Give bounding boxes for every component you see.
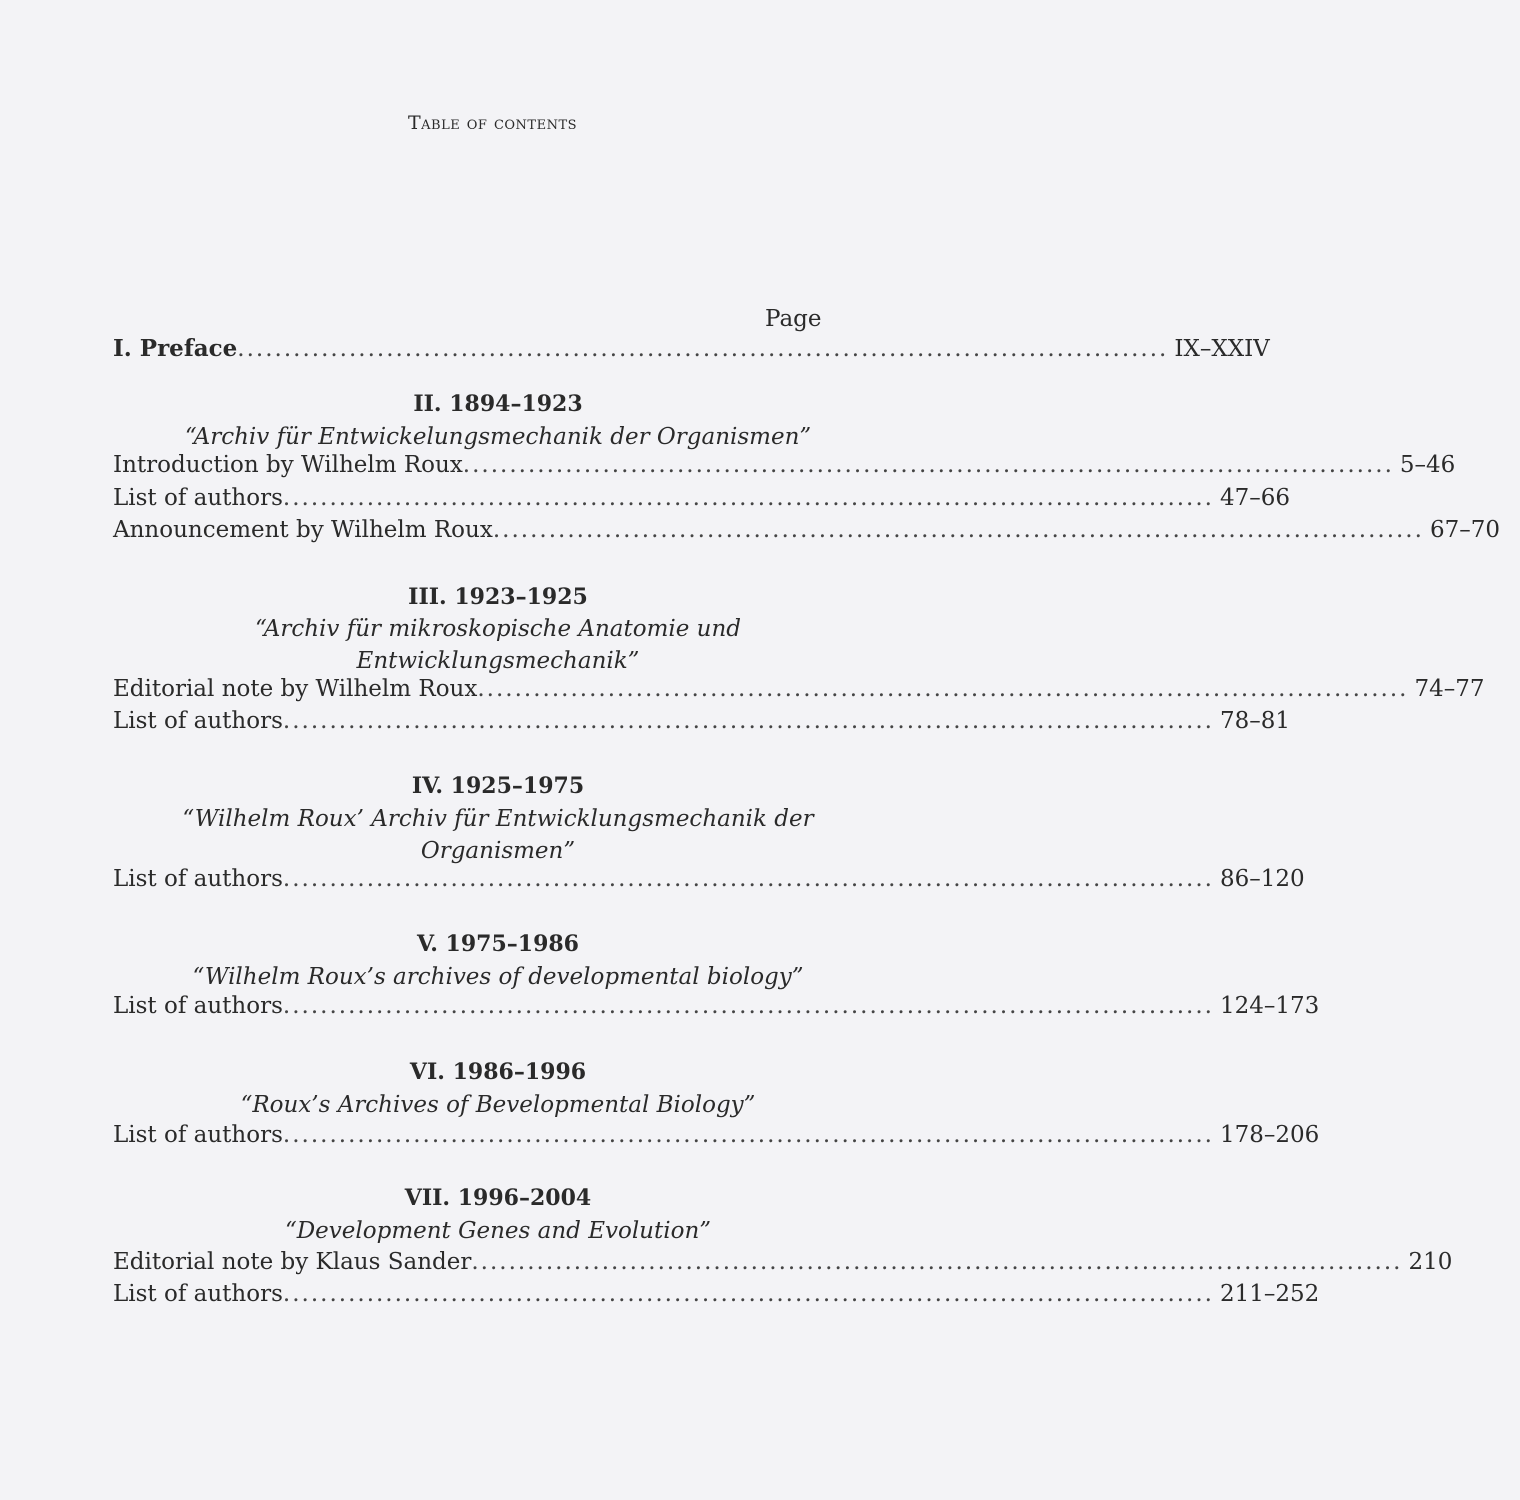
leader-dots: .................................................................................................... — [477, 676, 1409, 702]
entry-label: List of authors — [113, 485, 283, 511]
entry-pages: 210 — [1408, 1249, 1453, 1275]
entry-pages: 78–81 — [1220, 708, 1291, 734]
section-heading: V. 1975–1986 — [416, 931, 579, 957]
toc-entry[interactable] — [113, 708, 1291, 742]
toc-entry[interactable] — [113, 452, 1456, 486]
toc-entry[interactable] — [113, 1281, 1320, 1315]
entry-pages: 5–46 — [1399, 452, 1456, 478]
page-title: Table of contents — [407, 112, 578, 134]
leader-dots: .................................................................................................... — [282, 1281, 1214, 1307]
section-heading: VII. 1996–2004 — [404, 1185, 592, 1211]
section-subtitle: “Archiv für Entwickelungsmechanik der Organismen” — [184, 424, 812, 450]
entry-pages: 74–77 — [1414, 676, 1485, 702]
leader-dots: .................................................................................................... — [282, 993, 1214, 1019]
entry-label: List of authors — [113, 993, 283, 1019]
section-subtitle: “Wilhelm Roux’s archives of developmental biology” — [192, 964, 804, 990]
leader-dots: .................................................................................................... — [282, 708, 1214, 734]
entry-label: I. Preface — [113, 335, 238, 362]
entry-label: Announcement by Wilhelm Roux — [113, 517, 493, 543]
section-heading: VI. 1986–1996 — [409, 1059, 587, 1085]
section-heading: II. 1894–1923 — [413, 391, 583, 417]
leader-dots: .................................................................................................... — [282, 1122, 1214, 1148]
leader-dots: .................................................................................................... — [492, 517, 1424, 543]
leader-dots: .................................................................................................... — [282, 485, 1214, 511]
section-subtitle: “Archiv für mikroskopische Anatomie und Entwicklungsmechanik” — [254, 616, 742, 674]
leader-dots: .................................................................................................... — [471, 1249, 1403, 1275]
entry-label: Editorial note by Klaus Sander — [113, 1249, 472, 1275]
entry-label: List of authors — [113, 1281, 283, 1307]
section-heading: IV. 1925–1975 — [411, 773, 585, 799]
section-subtitle: “Development Genes and Evolution” — [284, 1218, 712, 1244]
section-heading: III. 1923–1925 — [408, 584, 588, 610]
page-column-label: Page — [765, 306, 822, 332]
section-subtitle: “Roux’s Archives of Bevelopmental Biology” — [240, 1092, 756, 1118]
entry-pages: 47–66 — [1220, 485, 1291, 511]
entry-label: List of authors — [113, 1122, 283, 1148]
entry-pages: 86–120 — [1220, 866, 1305, 892]
toc-entry[interactable] — [113, 993, 1320, 1027]
entry-pages: 178–206 — [1220, 1122, 1320, 1148]
entry-pages: 211–252 — [1220, 1281, 1320, 1307]
entry-label: Introduction by Wilhelm Roux — [113, 452, 463, 478]
toc-entry[interactable] — [113, 866, 1305, 900]
toc-entry[interactable] — [113, 676, 1485, 710]
toc-entry-preface[interactable] — [113, 335, 1270, 369]
entry-pages: IX–XXIV — [1174, 336, 1270, 362]
entry-label: List of authors — [113, 866, 283, 892]
entry-pages: 67–70 — [1429, 517, 1500, 543]
entry-label: Editorial note by Wilhelm Roux — [113, 676, 478, 702]
leader-dots: .................................................................................................... — [282, 866, 1214, 892]
toc-entry[interactable] — [113, 517, 1500, 551]
entry-pages: 124–173 — [1220, 993, 1320, 1019]
toc-entry[interactable] — [113, 1122, 1320, 1156]
leader-dots: .................................................................................................... — [462, 452, 1394, 478]
toc-entry[interactable] — [113, 485, 1291, 519]
entry-label: List of authors — [113, 708, 283, 734]
leader-dots: .................................................................................................... — [237, 336, 1169, 362]
section-subtitle: “Wilhelm Roux’ Archiv für Entwicklungsmechanik der Organismen” — [182, 806, 814, 864]
toc-entry[interactable] — [113, 1249, 1453, 1283]
